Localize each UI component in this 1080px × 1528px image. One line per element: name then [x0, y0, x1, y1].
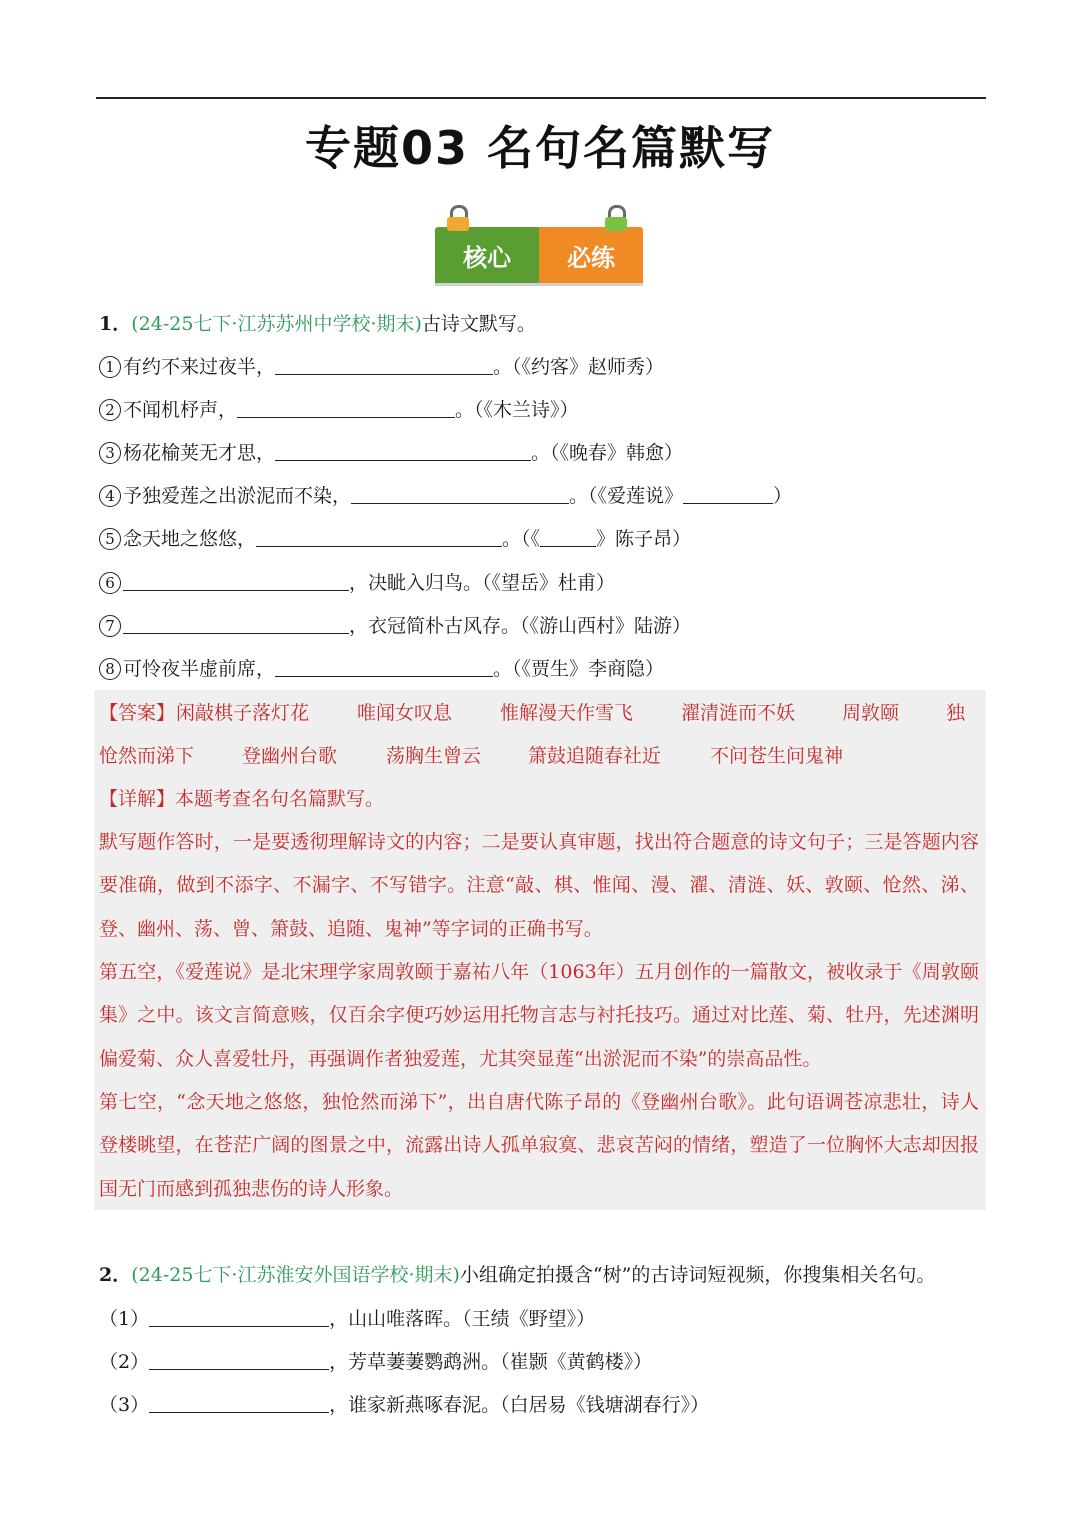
item-marker: 7 [99, 615, 121, 637]
detail-paragraph-3: 第七空，“念天地之悠悠，独怆然而涕下”，出自唐代陈子昂的《登幽州台歌》。此句语调苍凉悲壮，诗人登楼眺望，在苍茫广阔的图景之中，流露出诗人孤单寂寞、悲哀苦闷的情绪，塑造了一位胸怀大志却因报国无门而感到孤独悲伤的诗人形象。 [99, 1091, 979, 1200]
badge-left: 核心 [435, 227, 539, 283]
q1-item-1 [99, 354, 664, 380]
item-marker: 6 [99, 572, 121, 594]
q1-item-6 [99, 570, 615, 596]
item-marker: （1） [99, 1308, 150, 1330]
q1-item-3 [99, 440, 683, 466]
answer-blank[interactable] [123, 613, 349, 634]
answer-item: 不问苍生问鬼神 [710, 745, 844, 767]
item-source-close: ） [773, 485, 793, 507]
top-rule [96, 97, 986, 99]
question-prompt: 古诗文默写。 [421, 313, 536, 335]
item-source: 。（《 [502, 528, 541, 550]
question-number: 2． [99, 1264, 132, 1286]
answer-item: 惟解漫天作雪飞 [500, 702, 634, 724]
detail-intro: 本题考查名句名篇默写。 [175, 788, 385, 810]
answer-blank[interactable] [123, 570, 349, 591]
item-source: 。（《木兰诗》） [455, 399, 579, 421]
answer-item: 周敦颐 [842, 702, 900, 724]
question-prompt: 小组确定拍摄含“树”的古诗词短视频，你搜集相关名句。 [459, 1264, 936, 1286]
title-blank[interactable] [540, 526, 596, 547]
item-source: 。（《约客》赵师秀） [493, 356, 665, 378]
item-marker: 3 [99, 442, 121, 464]
detail-paragraph-1: 默写题作答时，一是要透彻理解诗文的内容；二是要认真审题，找出符合题意的诗文句子；三是答题内容要准确，做到不添字、不漏字、不写错字。注意“敲、棋、惟闻、漫、濯、清涟、妖、敦颐、怆然、涕、登、幽州、荡、曾、箫鼓、追随、鬼神”等字词的正确书写。 [99, 831, 979, 940]
answer-blank[interactable] [275, 656, 493, 677]
q1-item-7 [99, 613, 691, 639]
answer-blank[interactable] [275, 440, 531, 461]
q2-item-3 [99, 1392, 709, 1418]
answer-blank[interactable] [149, 1392, 329, 1413]
answer-blank[interactable] [275, 354, 493, 375]
paper-clip-icon [605, 205, 627, 235]
badge-right: 必练 [539, 227, 643, 283]
item-source: ，山山唯落晖。（王绩《野望》） [329, 1308, 596, 1330]
answer-item: 唯闻女叹息 [357, 702, 453, 724]
item-source: ，决眦入归鸟。（《望岳》杜甫） [349, 572, 616, 594]
item-source: ，衣冠简朴古风存。（《游山西村》陆游） [349, 615, 692, 637]
item-source: ，谁家新燕啄春泥。（白居易《钱塘湖春行》） [329, 1394, 710, 1416]
q1-item-2 [99, 397, 579, 423]
item-text: 杨花榆荚无才思， [123, 442, 276, 464]
item-source: 。（《爱莲说》 [569, 485, 684, 507]
question-2-heading [99, 1262, 935, 1288]
item-source: 。（《晚春》韩愈） [531, 442, 684, 464]
page-title: 专题03 名句名篇默写 [304, 121, 776, 175]
detail-label: 【详解】 [99, 788, 176, 810]
answer-blank[interactable] [149, 1349, 329, 1370]
answer-item: 登幽州台歌 [242, 745, 338, 767]
item-marker: 8 [99, 658, 121, 680]
answer-blank[interactable] [149, 1306, 329, 1327]
item-marker: （3） [99, 1394, 150, 1416]
answer-label: 【答案】 [99, 702, 176, 724]
item-marker: （2） [99, 1351, 150, 1373]
item-source: 。（《贾生》李商隐） [493, 658, 665, 680]
item-text: 有约不来过夜半， [123, 356, 276, 378]
detail-heading [99, 786, 384, 812]
core-practice-badge [433, 205, 643, 283]
question-number: 1． [99, 313, 132, 335]
q2-item-2 [99, 1349, 652, 1375]
answer-item: 怆然而涕下 [99, 745, 195, 767]
item-marker: 4 [99, 485, 121, 507]
answer-item: 箫鼓追随春社近 [528, 745, 662, 767]
q1-item-8 [99, 656, 664, 682]
detail-paragraph-2: 第五空，《爱莲说》是北宋理学家周敦颐于嘉祐八年（1063年）五月创作的一篇散文，被收录于《周敦颐集》之中。该文言简意赅，仅百余字便巧妙运用托物言志与衬托技巧。通过对比莲、菊、牡丹，先述渊明偏爱菊、众人喜爱牡丹，再强调作者独爱莲，尤其突显莲“出淤泥而不染”的崇高品性。 [99, 961, 979, 1070]
item-text: 念天地之悠悠， [123, 528, 257, 550]
q1-item-4 [99, 483, 792, 509]
answer-blank[interactable] [256, 526, 502, 547]
answer-blank[interactable] [237, 397, 455, 418]
item-text: 予独爱莲之出淤泥而不染， [123, 485, 352, 507]
answer-item: 独 [946, 702, 966, 724]
item-source-close: 》陈子昂） [596, 528, 692, 550]
question-source: (24-25七下·江苏淮安外国语学校·期末) [131, 1264, 460, 1286]
author-blank[interactable] [683, 483, 773, 504]
answer-item: 濯清涟而不妖 [681, 702, 796, 724]
q1-item-5 [99, 526, 691, 552]
item-marker: 2 [99, 399, 121, 421]
question-source: (24-25七下·江苏苏州中学校·期末) [131, 313, 422, 335]
answer-item: 荡胸生曾云 [386, 745, 482, 767]
item-source: ，芳草萋萋鹦鹉洲。（崔颢《黄鹤楼》） [329, 1351, 653, 1373]
q2-item-1 [99, 1306, 595, 1332]
item-marker: 5 [99, 528, 121, 550]
item-marker: 1 [99, 356, 121, 378]
item-text: 可怜夜半虚前席， [123, 658, 276, 680]
answer-item: 闲敲棋子落灯花 [176, 702, 310, 724]
item-text: 不闻机杼声， [123, 399, 238, 421]
paper-clip-icon [447, 205, 469, 235]
answer-blank[interactable] [351, 483, 569, 504]
question-1-heading [99, 311, 536, 337]
